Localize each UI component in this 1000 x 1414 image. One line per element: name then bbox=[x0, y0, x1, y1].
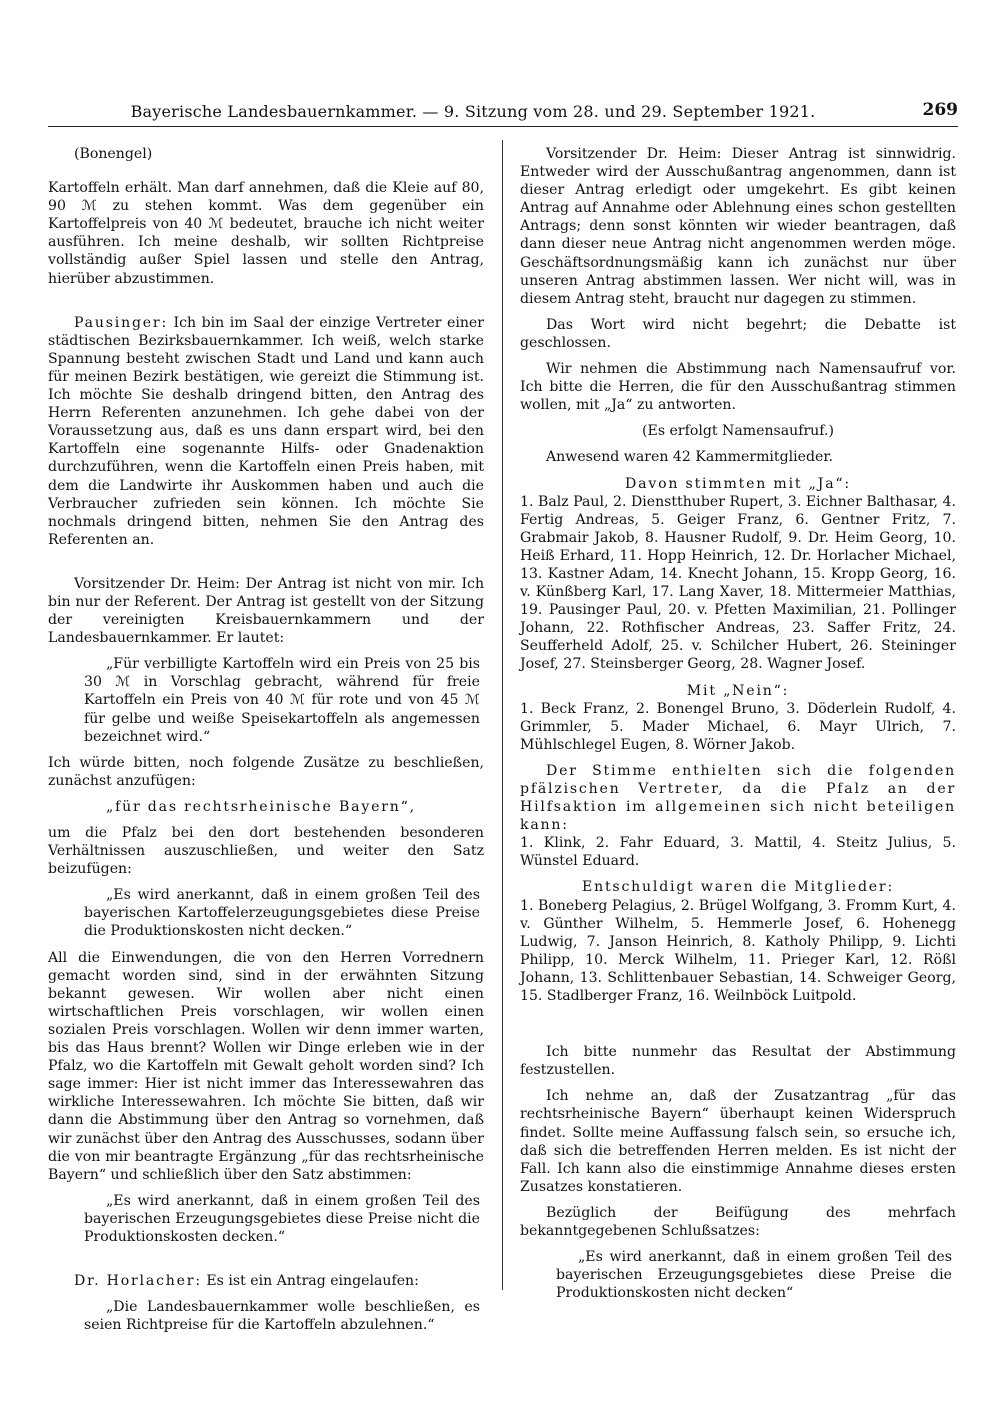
paragraph: Wir nehmen die Abstimmung nach Namensaufruf vor. Ich bitte die Herren, die für den Ausschußantrag stimmen wollen, mit „Ja“ zu antworten. bbox=[520, 361, 956, 414]
page-number: 269 bbox=[922, 100, 958, 120]
paragraph: Kartoffeln erhält. Man darf annehmen, daß die Kleie auf 80, 90 ℳ zu stehen kommt. Was dem gegenüber ein Kartoffelpreis von 40 ℳ bedeutet, brauche ich nicht weiter ausführen. Ich meine deshalb, wir sollten Richtpreise vollständig außer Spiel lassen und stelle den Antrag, hierüber abzustimmen. bbox=[48, 180, 484, 287]
speech-paragraph bbox=[48, 1272, 484, 1290]
speech-paragraph bbox=[48, 314, 484, 549]
paragraph: Bezüglich der Beifügung des mehrfach bekanntgegebenen Schlußsatzes: bbox=[520, 1204, 956, 1239]
speaker-name: Vorsitzender Dr. Heim: bbox=[546, 146, 722, 162]
abstain-list: 1. Klink, 2. Fahr Eduard, 3. Mattil, 4. Steitz Julius, 5. Wünstel Eduard. bbox=[520, 835, 956, 870]
paragraph: All die Einwendungen, die von den Herren Vorrednern gemacht worden sind, sind in der erwähnten Sitzung bekannt gewesen. Wir wollen aber nicht einen wirtschaftlichen Preis vorschlagen, wir wollen einen sozialen Preis vorschlagen. Wollen wir denn immer warten, bis das Haus brennt? Wollen wir Dinge erleben wie in der Pfalz, wo die Kartoffeln mit Gewalt geholt worden sind? Ich sage immer: Hier ist nicht immer das Interessewahren das wirkliche Interessewahren. Ich möchte Sie bitten, daß wir dann die Abstimmung über den Antrag so vornehmen, daß wir zunächst über den Antrag des Ausschusses, sodann über die von mir beantragte Ergänzung „für das rechtsrheinische Bayern“ und schließlich über den Satz abstimmen: bbox=[48, 949, 484, 1183]
speech-text: Dieser Antrag ist sinnwidrig. Entweder wird der Ausschußantrag angenommen, dann ist dieser Antrag erledigt oder umgekehrt. Es gibt keinen Antrag auf Annahme oder Ablehnung eines schon gestellten Antrags; denn sonst könnten wir wieder beantragen, daß dann dieser neue Antrag nicht angenommen werden möge. Geschäftsordnungsmäßig kann ich zunächst nur über unseren Antrag abstimmen lassen. Wer nicht will, was in diesem Antrag steht, braucht nur dagegen zu stimmen. bbox=[520, 146, 956, 307]
abstain-heading: Der Stimme enthielten sich die folgenden pfälzischen Vertreter, da die Pfalz an der Hilfsaktion im allgemeinen sich nicht beteiligen kann: bbox=[520, 762, 956, 834]
excused-list: 1. Boneberg Pelagius, 2. Brügel Wolfgang, 3. Fromm Kurt, 4. v. Günther Wilhelm, 5. Hemmerle Josef, 6. Hohenegg Ludwig, 7. Janson Heinrich, 8. Katholy Philipp, 9. Lichti Philipp, 10. Merck Wilhelm, 11. Prieger Karl, 12. Rößl Johann, 13. Schlittenbauer Sebastian, 14. Schweiger Georg, 15. Stadlberger Franz, 16. Weilnböck Luitpold. bbox=[520, 897, 956, 1005]
speaker-name: Pausinger: bbox=[74, 314, 168, 331]
speech-text: Es ist ein Antrag eingelaufen: bbox=[206, 1273, 419, 1290]
paragraph: Das Wort wird nicht begehrt; die Debatte ist geschlossen. bbox=[520, 316, 956, 351]
speaker-tag: (Bonengel) bbox=[74, 146, 153, 162]
yes-list: 1. Balz Paul, 2. Dienstthuber Rupert, 3. Eichner Balthasar, 4. Fertig Andreas, 5. Geiger Franz, 6. Gentner Fritz, 7. Grabmair Jakob, 8. Hausner Rudolf, 9. Dr. Heim Georg, 10. Heiß Erhard, 11. Hopp Heinrich, 12. Dr. Horlacher Michael, 13. Kastner Adam, 14. Knecht Johann, 15. Kropp Georg, 16. v. Künßberg Karl, 17. Lang Xaver, 18. Mittermeier Matthias, 19. Pausinger Paul, 20. v. Pfetten Maximilian, 21. Pollinger Johann, 22. Rothfischer Andreas, 23. Saffer Fritz, 24. Seufferheld Adolf, 25. v. Schilcher Hubert, 26. Steininger Josef, 27. Steinsberger Georg, 28. Wagner Josef. bbox=[520, 493, 956, 673]
left-column bbox=[48, 145, 484, 1354]
speaker-name: Vorsitzender Dr. Heim: bbox=[74, 575, 240, 592]
quote: „Die Landesbauernkammer wolle beschließen, es seien Richtpreise für die Kartoffeln abzulehnen.“ bbox=[84, 1299, 480, 1334]
right-column bbox=[520, 145, 956, 1354]
paragraph: Ich bitte nunmehr das Resultat der Abstimmung festzustellen. bbox=[520, 1044, 956, 1079]
excused-heading: Entschuldigt waren die Mitglieder: bbox=[582, 879, 894, 896]
header-title: Bayerische Landesbauernkammer. — 9. Sitzung vom 28. und 29. September 1921. bbox=[130, 102, 816, 121]
speech-paragraph bbox=[520, 145, 956, 308]
paragraph: Ich würde bitten, noch folgende Zusätze zu beschließen, zunächst anzufügen: bbox=[48, 754, 484, 789]
speech-text: Ich bin im Saal der einzige Vertreter einer städtischen Bezirksbauernkammer. Ich weiß, welch starke Spannung besteht zwischen Stadt und Land und kann auch für meinen Bezirk bestätigen, wie gereizt die Stimmung ist. Ich möchte Sie deshalb dringend bitten, den Antrag des Herrn Referenten anzunehmen. Ich gehe dabei von der Voraussetzung aus, daß es uns dann erspart wird, bei den Kartoffeln eine sogenannte Hilfs- oder Gnadenaktion durchzuführen, wenn die Kartoffeln einen Preis haben, mit dem die Landwirte ihr Auskommen haben und auch die Verbraucher zufrieden sein können. Ich möchte Sie nochmals dringend bitten, nehmen Sie den Antrag des Referenten an. bbox=[48, 314, 484, 548]
quote: „Es wird anerkannt, daß in einem großen Teil des bayerischen Erzeugungsgebietes diese Preise die Produktionskosten nicht decken“ bbox=[556, 1249, 952, 1302]
speech-text: Der Antrag ist nicht von mir. Ich bin nur der Referent. Der Antrag ist gestellt von der Sitzung der vereinigten Kreisbauernkammern und der Landesbauernkammer. Er lautet: bbox=[48, 575, 485, 647]
no-heading: Mit „Nein“: bbox=[686, 682, 790, 699]
paragraph: Ich nehme an, daß der Zusatzantrag „für das rechtsrheinische Bayern“ überhaupt keinen Widerspruch findet. Sollte meine Auffassung falsch sein, so ersuche ich, daß sich die betreffenden Herren melden. Es ist nicht der Fall. Ich kann also die einstimmige Annahme dieses ersten Zusatzes konstatieren. bbox=[520, 1088, 956, 1195]
column-divider bbox=[502, 140, 503, 1290]
speaker-name: Dr. Horlacher: bbox=[74, 1273, 202, 1290]
paragraph: Anwesend waren 42 Kammermitglieder. bbox=[546, 449, 834, 466]
quote: „Für verbilligte Kartoffeln wird ein Preis von 25 bis 30 ℳ in Vorschlag gebracht, während für freie Kartoffeln ein Preis von 40 ℳ für rote und von 45 ℳ für gelbe und weiße Speisekartoffeln als angemessen bezeichnet wird.“ bbox=[84, 656, 480, 745]
stage-note: (Es erfolgt Namensaufruf.) bbox=[642, 423, 834, 440]
speech-paragraph bbox=[48, 575, 484, 647]
no-list: 1. Beck Franz, 2. Bonengel Bruno, 3. Döderlein Rudolf, 4. Grimmler, 5. Mader Michael, 6. Mayr Ulrich, 7. Mühlschlegel Eugen, 8. Wörner Jakob. bbox=[520, 700, 956, 753]
quote: „für das rechtsrheinische Bayern“, bbox=[106, 798, 416, 815]
yes-heading: Davon stimmten mit „Ja“: bbox=[625, 475, 851, 492]
running-header bbox=[48, 98, 958, 127]
quote: „Es wird anerkannt, daß in einem großen Teil des bayerischen Erzeugungsgebietes diese Preise nicht die Produktionskosten decken.“ bbox=[84, 1192, 480, 1245]
paragraph: um die Pfalz bei den dort bestehenden besonderen Verhältnissen auszuschließen, und weiter den Satz beizufügen: bbox=[48, 825, 484, 878]
quote: „Es wird anerkannt, daß in einem großen Teil des bayerischen Kartoffelerzeugungsgebietes diese Preise die Produktionskosten nicht decken.“ bbox=[84, 887, 480, 940]
